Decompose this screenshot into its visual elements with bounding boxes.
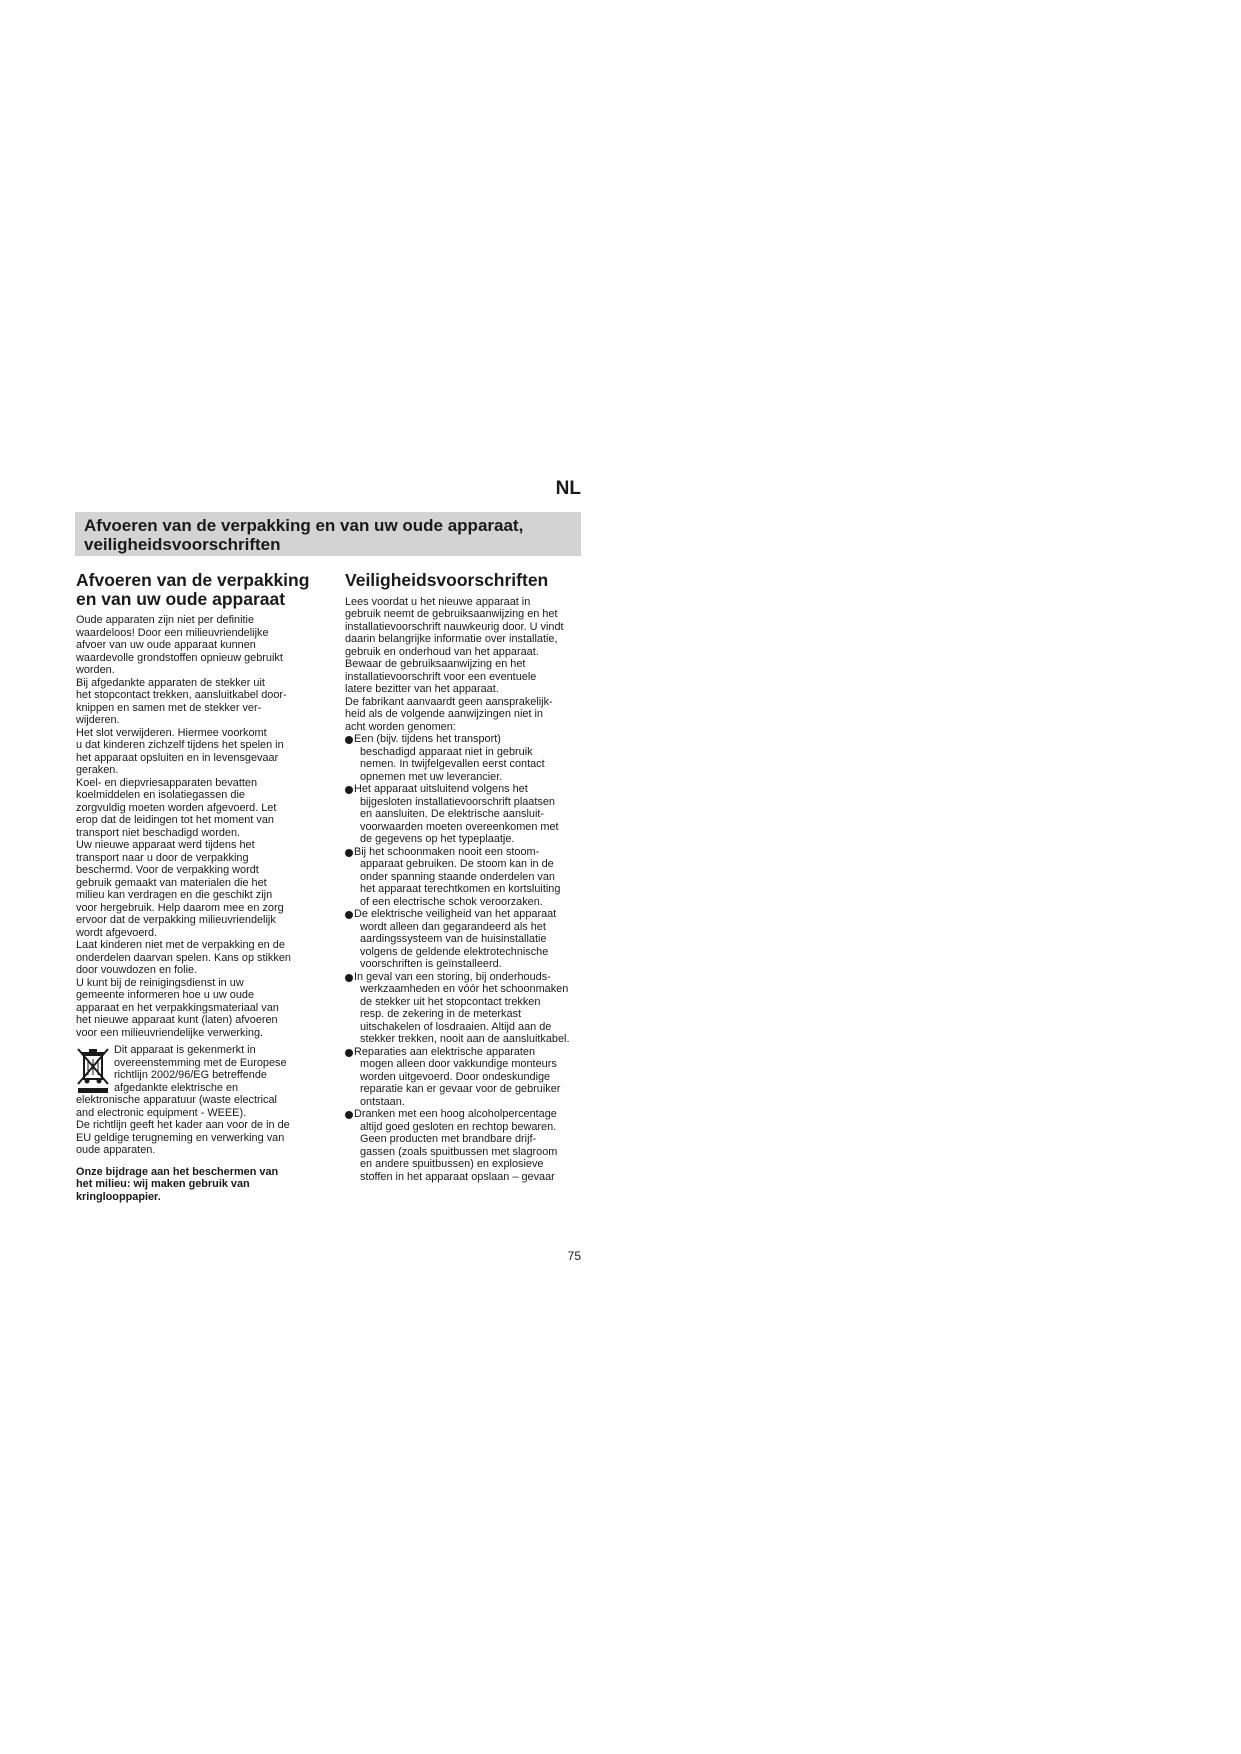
bullet-line: het apparaat terechtkomen en kortsluiting: [360, 883, 561, 895]
bullet-line: reparatie kan er gevaar voor de gebruiker: [360, 1083, 561, 1095]
language-code: NL: [555, 478, 581, 499]
environment-note-line: het milieu: wij maken gebruik van: [76, 1178, 250, 1190]
paragraph: [76, 839, 314, 939]
bullet-line: De elektrische veiligheid van het apparaat: [354, 908, 557, 920]
paragraph-line: koelmiddelen en isolatiegassen die: [76, 789, 245, 801]
safety-bullet-list: [345, 733, 583, 1183]
safety-bullet-item: [345, 1108, 583, 1183]
paragraph: [76, 977, 314, 1040]
paragraph-line: Uw nieuwe apparaat werd tijdens het: [76, 839, 255, 851]
paragraph-line: ervoor dat de verpakking milieuvriendelijk: [76, 914, 276, 926]
paragraph: [76, 727, 314, 777]
disposal-heading: [76, 571, 314, 608]
weee-text-line: richtlijn 2002/96/EG betreffende: [114, 1069, 267, 1081]
bullet-line: mogen alleen door vakkundige monteurs: [360, 1058, 557, 1070]
disposal-column: [76, 571, 314, 1203]
paragraph-line: knippen en samen met de stekker ver-: [76, 701, 262, 714]
bullet-dot-icon: [345, 736, 353, 744]
weee-text-line: elektronische apparatuur (waste electrical: [76, 1094, 277, 1106]
weee-text-line: and electronic equipment - WEEE).: [76, 1106, 247, 1119]
bullet-line: bijgesloten installatievoorschrift plaatsen: [360, 795, 555, 808]
bullet-line: voorschriften is geïnstalleerd.: [360, 958, 502, 970]
safety-paragraphs: [345, 596, 583, 734]
paragraph-line: gebruik en onderhoud van het apparaat.: [345, 645, 539, 658]
bullet-line: apparaat gebruiken. De stoom kan in de: [360, 858, 554, 870]
bullet-line: aardingssysteem van de huisinstallatie: [360, 933, 547, 945]
paragraph: [76, 614, 314, 677]
bullet-line: worden uitgevoerd. Door ondeskundige: [360, 1070, 551, 1083]
paragraph-line: waardevolle grondstoffen opnieuw gebruikt: [76, 651, 283, 664]
bullet-line: nemen. In twijfelgevallen eerst contact: [360, 758, 545, 770]
safety-column: [345, 571, 583, 1183]
paragraph-line: transport niet beschadigd worden.: [76, 826, 241, 839]
bullet-line: Het apparaat uitsluitend volgens het: [354, 783, 528, 795]
bullet-line: beschadigd apparaat niet in gebruik: [360, 745, 533, 758]
bullet-line: of een electrische schok veroorzaken.: [360, 895, 543, 908]
disposal-paragraphs: [76, 614, 314, 1039]
weee-text-line: Dit apparaat is gekenmerkt in: [114, 1044, 256, 1056]
paragraph-line: gebruik gemaakt van materialen die het: [76, 876, 267, 889]
bullet-line: werkzaamheden en vóór het schoonmaken: [360, 983, 569, 995]
bullet-line: altijd goed gesloten en rechtop bewaren.: [360, 1120, 557, 1133]
paragraph-line: U kunt bij de reinigingsdienst in uw: [76, 976, 244, 989]
bullet-line: de stekker uit het stopcontact trekken: [360, 995, 541, 1008]
environment-note-line: kringlooppapier.: [76, 1190, 161, 1203]
bullet-line: stekker trekken, nooit aan de aansluitkabel.: [360, 1033, 570, 1045]
bullet-line: In geval van een storing, bij onderhouds-: [354, 970, 551, 983]
bullet-line: en aansluiten. De elektrische aansluit-: [360, 808, 545, 820]
paragraph-line: acht worden genomen:: [345, 720, 456, 733]
paragraph-line: onderdelen daarvan spelen. Kans op stikken: [76, 951, 291, 964]
paragraph-line: beschermd. Voor de verpakking wordt: [76, 864, 259, 876]
paragraph: [345, 696, 583, 734]
paragraph-line: het stopcontact trekken, aansluitkabel door-: [76, 689, 287, 701]
paragraph-line: latere bezitter van het apparaat.: [345, 683, 499, 695]
paragraph-line: milieu kan verdragen en die geschikt zijn: [76, 889, 273, 901]
bullet-dot-icon: [345, 1111, 353, 1119]
banner-title-line: veiligheidsvoorschriften: [84, 535, 281, 554]
bullet-line: resp. de zekering in de meterkast: [360, 1008, 522, 1020]
weee-text-line: oude apparaten.: [76, 1144, 156, 1156]
paragraph-line: voor hergebruik. Help daarom mee en zorg: [76, 901, 284, 914]
disposal-heading-line: en van uw oude apparaat: [76, 588, 286, 609]
bullet-dot-icon: [345, 849, 353, 857]
weee-text-line: De richtlijn geeft het kader aan voor de in de: [76, 1119, 290, 1131]
paragraph: [76, 777, 314, 840]
paragraph-line: Koel- en diepvriesapparaten bevatten: [76, 776, 258, 789]
paragraph-line: gebruik neemt de gebruiksaanwijzing en het: [345, 608, 558, 620]
paragraph-line: Oude apparaten zijn niet per definitie: [76, 614, 254, 626]
weee-text-line: overeenstemming met de Europese: [114, 1056, 287, 1069]
safety-bullet-item: [345, 908, 583, 971]
paragraph-line: afvoer van uw oude apparaat kunnen: [76, 639, 256, 651]
paragraph-line: Bij afgedankte apparaten de stekker uit: [76, 676, 265, 689]
environment-note-line: Onze bijdrage aan het beschermen van: [76, 1165, 279, 1178]
paragraph-line: Het slot verwijderen. Hiermee voorkomt: [76, 726, 267, 739]
paragraph-line: het apparaat opsluiten en in levensgevaar: [76, 751, 279, 764]
paragraph-line: worden.: [76, 664, 115, 676]
bullet-line: opnemen met uw leverancier.: [360, 770, 503, 783]
safety-bullet-item: [345, 783, 583, 846]
safety-bullet-item: [345, 733, 583, 783]
bullet-dot-icon: [345, 786, 353, 794]
paragraph-line: voor een milieuvriendelijke verwerking.: [76, 1026, 264, 1039]
weee-notice: [76, 1044, 314, 1157]
paragraph-line: u dat kinderen zichzelf tijdens het spelen in: [76, 739, 284, 751]
paragraph-line: installatievoorschrift voor een eventuele: [345, 670, 537, 683]
bullet-line: Bij het schoonmaken nooit een stoom-: [354, 845, 540, 858]
bullet-line: de gegevens op het typeplaatje.: [360, 833, 515, 845]
bullet-line: Reparaties aan elektrische apparaten: [354, 1045, 536, 1058]
paragraph: [345, 658, 583, 696]
bullet-line: volgens de geldende elektrotechnische: [360, 945, 549, 958]
paragraph-line: erop dat de leidingen tot het moment van: [76, 814, 274, 826]
paragraph-line: Lees voordat u het nieuwe apparaat in: [345, 595, 531, 608]
safety-bullet-item: [345, 846, 583, 909]
paragraph: [345, 596, 583, 659]
bullet-line: wordt alleen dan gegarandeerd als het: [360, 920, 546, 933]
section-banner: [75, 512, 581, 556]
bullet-line: ontstaan.: [360, 1095, 405, 1108]
weee-text-line: EU geldige terugneming en verwerking van: [76, 1131, 285, 1144]
paragraph: [76, 677, 314, 727]
weee-text-line: afgedankte elektrische en: [114, 1081, 239, 1094]
disposal-heading-line: Afvoeren van de verpakking: [76, 570, 310, 590]
paragraph-line: het nieuwe apparaat kunt (laten) afvoeren: [76, 1014, 278, 1026]
paragraph-line: wijderen.: [76, 714, 120, 726]
safety-bullet-item: [345, 1046, 583, 1109]
paragraph: [76, 939, 314, 977]
paragraph-line: Bewaar de gebruiksaanwijzing en het: [345, 658, 526, 670]
page-number: 75: [567, 1249, 581, 1263]
bullet-dot-icon: [345, 911, 353, 919]
paragraph-line: Laat kinderen niet met de verpakking en de: [76, 939, 285, 951]
paragraph-line: geraken.: [76, 764, 119, 776]
bullet-line: stoffen in het apparaat opslaan – gevaar: [360, 1170, 555, 1183]
paragraph-line: waardeloos! Door een milieuvriendelijke: [76, 626, 269, 639]
paragraph-line: apparaat en het verpakkingsmateriaal van: [76, 1001, 279, 1014]
bullet-line: gassen (zoals spuitbussen met slagroom: [360, 1145, 558, 1158]
banner-title-line: Afvoeren van de verpakking en van uw oude apparaat,: [84, 516, 524, 535]
paragraph-line: wordt afgevoerd.: [76, 926, 158, 939]
paragraph-line: zorgvuldig moeten worden afgevoerd. Let: [76, 801, 277, 814]
bullet-dot-icon: [345, 1049, 353, 1057]
paragraph-line: transport naar u door de verpakking: [76, 851, 249, 864]
bullet-line: Geen producten met brandbare drijf-: [360, 1133, 537, 1145]
environment-note: [76, 1166, 314, 1204]
bullet-line: voorwaarden moeten overeenkomen met: [360, 820, 559, 833]
paragraph-line: daarin belangrijke informatie over installatie,: [345, 633, 558, 645]
paragraph-line: gemeente informeren hoe u uw oude: [76, 989, 254, 1001]
safety-bullet-item: [345, 971, 583, 1046]
bullet-line: en andere spuitbussen) en explosieve: [360, 1158, 544, 1170]
safety-heading: Veiligheidsvoorschriften: [345, 570, 549, 590]
paragraph-line: De fabrikant aanvaardt geen aansprakelijk-: [345, 695, 553, 708]
bullet-line: Dranken met een hoog alcoholpercentage: [354, 1108, 557, 1120]
paragraph-line: heid als de volgende aanwijzingen niet in: [345, 708, 543, 720]
paragraph-line: installatievoorschrift nauwkeurig door. U vindt: [345, 620, 564, 633]
bullet-line: onder spanning staande onderdelen van: [360, 870, 555, 883]
bullet-dot-icon: [345, 974, 353, 982]
bullet-line: Een (bijv. tijdens het transport): [354, 733, 501, 745]
bullet-line: uitschakelen of losdraaien. Altijd aan de: [360, 1020, 552, 1033]
crossed-out-wheelie-bin-icon: [76, 1046, 110, 1094]
paragraph-line: door vouwdozen en folie.: [76, 964, 198, 976]
